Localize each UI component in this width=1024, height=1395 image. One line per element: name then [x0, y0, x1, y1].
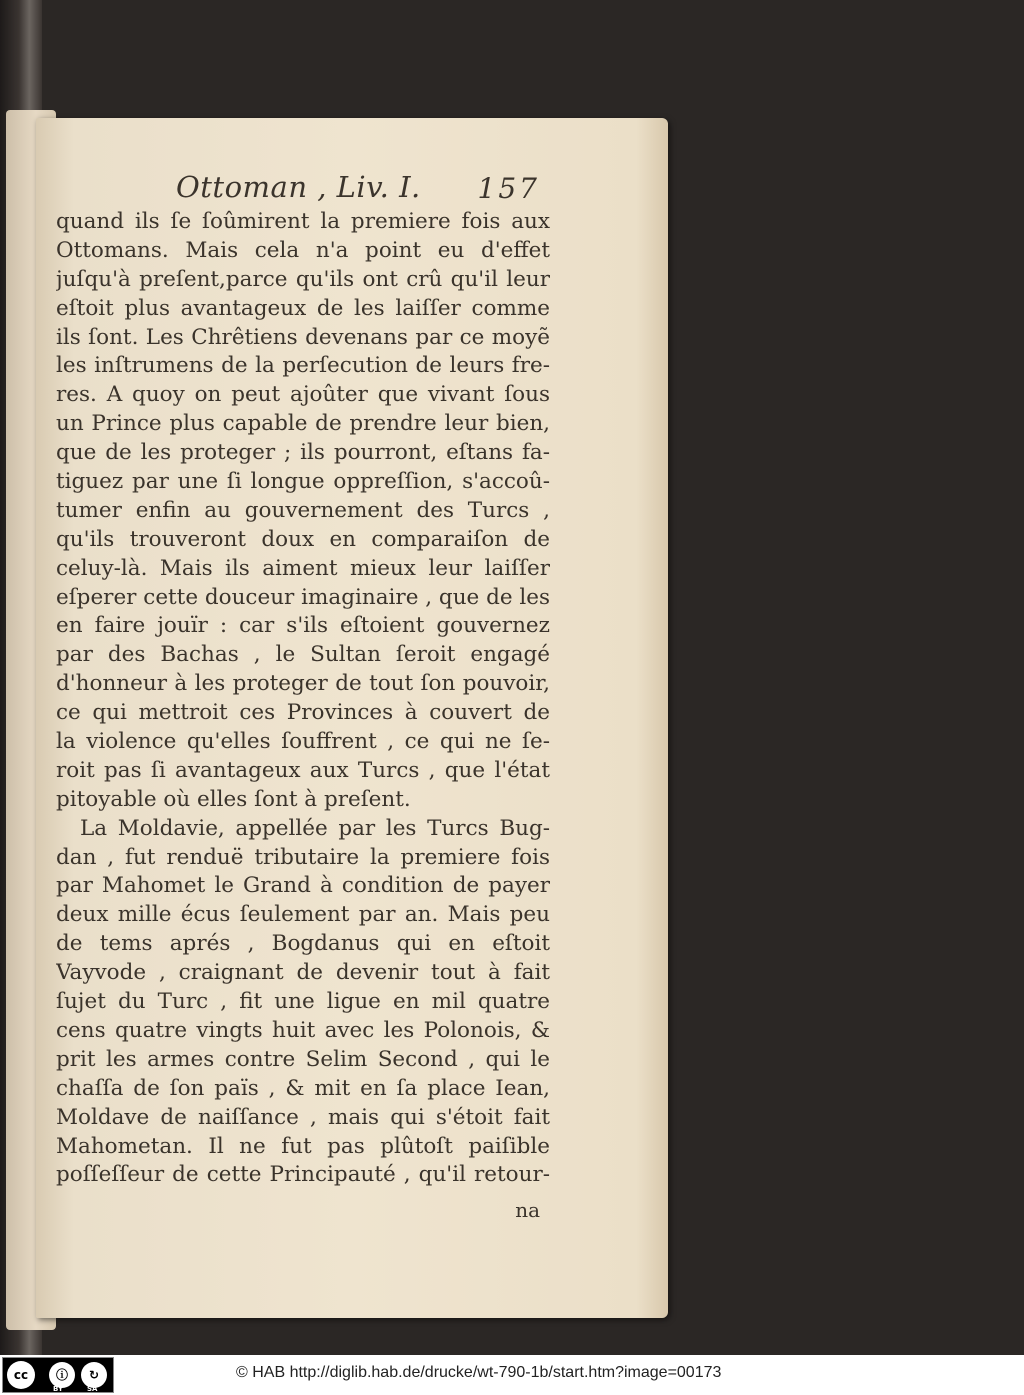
running-title: Ottoman , Liv. I. [176, 170, 421, 204]
text-line: La Moldavie, appellée par les Turcs Bug- [80, 815, 550, 841]
book-page [36, 118, 668, 1318]
text-line: chaſſa de ſon païs , & mit en ſa place Iean, [56, 1075, 550, 1101]
text-line: Ottomans. Mais cela n'a point eu d'effet [56, 237, 550, 263]
cc-icon: cc [7, 1361, 35, 1389]
sa-label: SA [87, 1385, 98, 1393]
by-label: BY [53, 1385, 64, 1393]
text-line: de tems aprés , Bogdanus qui en eſtoit [56, 931, 550, 957]
cc-license-badge[interactable] [2, 1357, 114, 1393]
text-line: que de les proteger ; ils pourront, eſtans fa- [56, 440, 550, 466]
text-line: les inſtrumens de la perſecution de leurs fre- [56, 353, 550, 379]
text-line: Moldave de naiſſance , mais qui s'étoit fait [56, 1104, 550, 1130]
copyright-link[interactable]: © HAB http://diglib.hab.de/drucke/wt-790-1b/start.htm?image=00173 [236, 1364, 722, 1381]
text-line: cens quatre vingts huit avec les Polonois, & [56, 1017, 550, 1043]
text-line: par Mahomet le Grand à condition de payer [56, 873, 550, 899]
catchword: na [515, 1198, 540, 1222]
page-number: 157 [477, 172, 540, 205]
footer-bar [0, 1355, 1024, 1395]
page-header [36, 170, 668, 210]
text-line: deux mille écus ſeulement par an. Mais peu [56, 902, 550, 928]
text-line: res. A quoy on peut ajoûter que vivant ſous [56, 382, 550, 408]
text-line: poſſeſſeur de cette Principauté , qu'il retour- [56, 1162, 550, 1188]
text-line: dan , fut renduë tributaire la premiere fois [56, 844, 550, 870]
text-line: Vayvode , craignant de devenir tout à fait [56, 960, 550, 986]
text-line: ils ſont. Les Chrêtiens devenans par ce moyẽ [56, 324, 550, 350]
text-line: ſujet du Turc , fit une ligue en mil quatre [56, 989, 550, 1015]
text-line: celuy-là. Mais ils aiment mieux leur laiſſer [56, 555, 550, 581]
by-attribution-icon: ⓘ [49, 1362, 75, 1388]
text-line: par des Bachas , le Sultan ſeroit engagé [56, 642, 550, 668]
text-line: d'honneur à les proteger de tout ſon pouvoir, [56, 671, 550, 697]
text-line: un Prince plus capable de prendre leur bien, [56, 411, 550, 437]
text-line: ce qui mettroit ces Provinces à couvert de [56, 700, 550, 726]
text-line: juſqu'à preſent,parce qu'ils ont crû qu'il leur [56, 266, 550, 292]
text-line: eſtoit plus avantageux de les laiſſer comme [56, 295, 550, 321]
text-line: pitoyable où elles ſont à preſent. [56, 786, 411, 812]
text-line: Mahometan. Il ne fut pas plûtoſt paiſible [56, 1133, 550, 1159]
body-text [56, 208, 550, 1190]
text-line: roit pas ſi avantageux aux Turcs , que l'état [56, 757, 550, 783]
text-line: qu'ils trouveront doux en comparaiſon de [56, 526, 550, 552]
share-alike-icon: ↻ [81, 1362, 107, 1388]
text-line: tiguez par une ſi longue oppreſſion, s'accoû- [56, 469, 550, 495]
text-line: en faire jouïr : car s'ils eſtoient gouvernez [56, 613, 550, 639]
text-line: tumer enfin au gouvernement des Turcs , [56, 497, 550, 523]
text-line: quand ils ſe ſoûmirent la premiere fois aux [56, 209, 550, 234]
text-line: la violence qu'elles ſouffrent , ce qui ne ſe- [56, 729, 550, 755]
text-line: eſperer cette douceur imaginaire , que de les [56, 584, 550, 610]
text-line: prit les armes contre Selim Second , qui le [56, 1046, 550, 1072]
